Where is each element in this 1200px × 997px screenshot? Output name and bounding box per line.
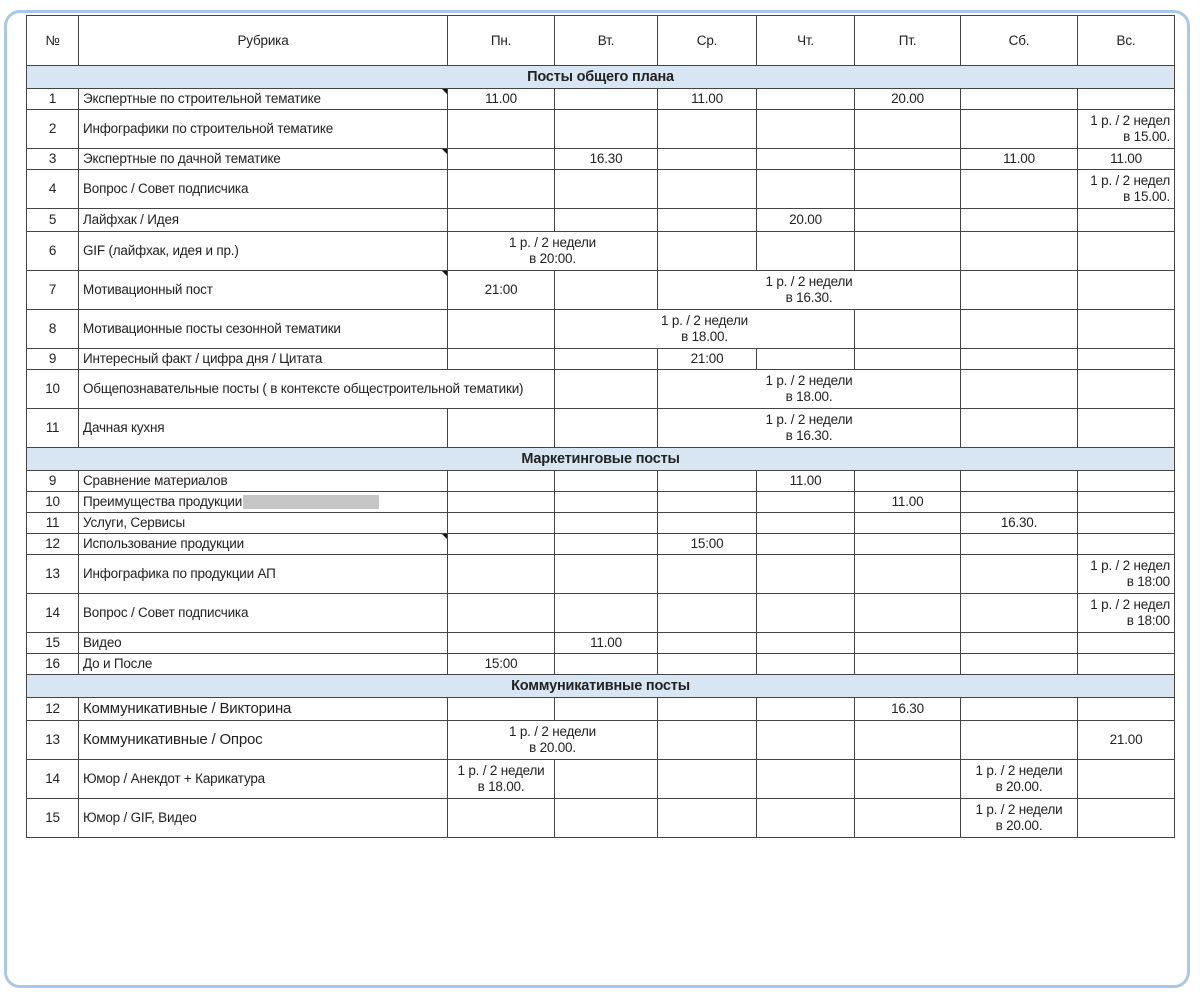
- cell-line: 1 р. / 2 недел: [1090, 113, 1170, 128]
- table-row: [27, 271, 1175, 310]
- cell-mon: [448, 149, 555, 170]
- row-rubric: Общепознавательные посты ( в контексте общестроительной тематики): [79, 370, 555, 409]
- cell-mon: [448, 170, 555, 209]
- cell-tue: [555, 654, 658, 675]
- cell-sat: [961, 654, 1078, 675]
- row-rubric: GIF (лайфхак, идея и пр.): [79, 232, 448, 271]
- cell-thu: [757, 555, 855, 594]
- cell-fri: [855, 471, 961, 492]
- row-number: 11: [27, 409, 79, 448]
- table-row: [27, 760, 1175, 799]
- cell-line: 1 р. / 2 недел: [1090, 597, 1170, 612]
- cell-wed: [658, 594, 757, 633]
- row-rubric: Инфографика по продукции АП: [79, 555, 448, 594]
- cell-fri: [855, 310, 961, 349]
- cell-line: 1 р. / 2 недели: [975, 802, 1063, 817]
- cell-sat: [961, 170, 1078, 209]
- cell-sun: 21.00: [1078, 721, 1175, 760]
- row-rubric: Вопрос / Совет подписчика: [79, 594, 448, 633]
- section-title: Коммуникативные посты: [27, 675, 1175, 698]
- cell-line: в 18.00.: [477, 779, 525, 794]
- row-number: 12: [27, 534, 79, 555]
- cell-tue: [555, 513, 658, 534]
- cell-tue: [555, 370, 658, 409]
- section-header-row: [27, 66, 1175, 89]
- cell-wed: [658, 760, 757, 799]
- table-row: [27, 594, 1175, 633]
- cell-sun: [1078, 513, 1175, 534]
- cell-line: в 16.30.: [785, 428, 833, 443]
- cell-line: 1 р. / 2 недели: [765, 274, 853, 289]
- cell-thu: [757, 349, 855, 370]
- cell-sun: [1078, 555, 1175, 594]
- cell-line: в 15.00.: [1123, 129, 1170, 144]
- cell-fri: [855, 534, 961, 555]
- cell-wed: 21:00: [658, 349, 757, 370]
- cell-sat: [961, 760, 1078, 799]
- cell-tue: [555, 409, 658, 448]
- row-number: 14: [27, 594, 79, 633]
- cell-sat: [961, 594, 1078, 633]
- cell-line: 1 р. / 2 недели: [765, 412, 853, 427]
- cell-tue: [555, 110, 658, 149]
- cell-thu: [757, 232, 855, 271]
- cell-line: 1 р. / 2 недел: [1090, 558, 1170, 573]
- cell-tue: [555, 594, 658, 633]
- cell-thu: [757, 149, 855, 170]
- cell-fri: [855, 110, 961, 149]
- cell-wed: [658, 492, 757, 513]
- cell-sat: [961, 110, 1078, 149]
- row-rubric: Экспертные по дачной тематике: [79, 149, 448, 170]
- cell-span: [658, 271, 961, 310]
- table-row: [27, 149, 1175, 170]
- row-rubric: Юмор / GIF, Видео: [79, 799, 448, 838]
- cell-mon: 21:00: [448, 271, 555, 310]
- cell-thu: [757, 594, 855, 633]
- cell-sat: [961, 633, 1078, 654]
- cell-line: в 20.00.: [995, 779, 1043, 794]
- cell-wed: [658, 209, 757, 232]
- cell-sat: [961, 471, 1078, 492]
- cell-tue: [555, 209, 658, 232]
- cell-line: 1 р. / 2 недели: [975, 763, 1063, 778]
- cell-wed: [658, 149, 757, 170]
- cell-sat: [961, 209, 1078, 232]
- cell-wed: [658, 698, 757, 721]
- cell-line: 1 р. / 2 недел: [1090, 173, 1170, 188]
- section-title: Посты общего плана: [27, 66, 1175, 89]
- cell-sat: [961, 232, 1078, 271]
- cell-fri: [855, 760, 961, 799]
- cell-mon: [448, 534, 555, 555]
- cell-fri: 16.30: [855, 698, 961, 721]
- table-row: [27, 170, 1175, 209]
- cell-tue: 16.30: [555, 149, 658, 170]
- header-no: №: [27, 16, 79, 66]
- cell-fri: [855, 799, 961, 838]
- section-header-row: [27, 675, 1175, 698]
- row-number: 9: [27, 471, 79, 492]
- cell-line: в 18:00: [1126, 613, 1170, 628]
- row-rubric: Видео: [79, 633, 448, 654]
- cell-span: [555, 310, 855, 349]
- cell-sun: [1078, 349, 1175, 370]
- row-number: 13: [27, 555, 79, 594]
- header-thu: Чт.: [757, 16, 855, 66]
- cell-tue: [555, 698, 658, 721]
- cell-wed: [658, 513, 757, 534]
- cell-sun: [1078, 89, 1175, 110]
- row-number: 4: [27, 170, 79, 209]
- section-header-row: [27, 448, 1175, 471]
- row-rubric: Экспертные по строительной тематике: [79, 89, 448, 110]
- table-row: [27, 799, 1175, 838]
- header-fri: Пт.: [855, 16, 961, 66]
- row-rubric: Мотивационный пост: [79, 271, 448, 310]
- cell-thu: [757, 110, 855, 149]
- table-row: [27, 110, 1175, 149]
- row-number: 5: [27, 209, 79, 232]
- row-number: 7: [27, 271, 79, 310]
- cell-mon: [448, 492, 555, 513]
- header-sat: Сб.: [961, 16, 1078, 66]
- cell-sat: [1078, 370, 1175, 409]
- schedule-table: [26, 15, 1175, 838]
- cell-wed: [658, 471, 757, 492]
- row-number: 3: [27, 149, 79, 170]
- comment-marker: [442, 271, 448, 277]
- header-tue: Вт.: [555, 16, 658, 66]
- cell-sun: [1078, 534, 1175, 555]
- cell-sat: [961, 721, 1078, 760]
- cell-mon: [448, 555, 555, 594]
- cell-sat: [961, 799, 1078, 838]
- cell-sat: [961, 271, 1078, 310]
- cell-thu: [757, 534, 855, 555]
- cell-fri: [855, 594, 961, 633]
- cell-tue: [555, 89, 658, 110]
- cell-fri: [855, 721, 961, 760]
- table-row: [27, 721, 1175, 760]
- table-row: [27, 471, 1175, 492]
- cell-thu: [757, 633, 855, 654]
- cell-mon: [448, 409, 555, 448]
- row-rubric: Коммуникативные / Викторина: [79, 698, 448, 721]
- row-number: 12: [27, 698, 79, 721]
- cell-line: в 15.00.: [1123, 189, 1170, 204]
- cell-wed: 15:00: [658, 534, 757, 555]
- row-number: 8: [27, 310, 79, 349]
- cell-sun: [1078, 492, 1175, 513]
- table-row: [27, 349, 1175, 370]
- row-number: 9: [27, 349, 79, 370]
- row-rubric: Интересный факт / цифра дня / Цитата: [79, 349, 448, 370]
- table-row: [27, 534, 1175, 555]
- cell-wed: [658, 232, 757, 271]
- row-number: 6: [27, 232, 79, 271]
- table-row: [27, 370, 1175, 409]
- cell-thu: [757, 513, 855, 534]
- cell-line: 1 р. / 2 недели: [508, 235, 597, 250]
- cell-fri: [855, 349, 961, 370]
- cell-mon: [448, 513, 555, 534]
- cell-fri: [855, 555, 961, 594]
- cell-line: в 18.00.: [785, 389, 833, 404]
- header-sun: Вс.: [1078, 16, 1175, 66]
- cell-mon: [448, 760, 555, 799]
- cell-span: [658, 409, 961, 448]
- header-row: [27, 16, 1175, 66]
- table-row: [27, 409, 1175, 448]
- cell-fri: 11.00: [855, 492, 961, 513]
- cell-tue: [555, 170, 658, 209]
- cell-tue: [555, 271, 658, 310]
- header-wed: Ср.: [658, 16, 757, 66]
- cell-mon: [448, 594, 555, 633]
- row-number: 14: [27, 760, 79, 799]
- row-number: 10: [27, 370, 79, 409]
- cell-mon: [448, 110, 555, 149]
- cell-span: [448, 721, 658, 760]
- cell-thu: [757, 760, 855, 799]
- cell-line: в 18.00.: [681, 329, 728, 344]
- row-rubric: Коммуникативные / Опрос: [79, 721, 448, 760]
- comment-marker: [442, 89, 448, 95]
- cell-mon: [448, 310, 555, 349]
- row-rubric: Сравнение материалов: [79, 471, 448, 492]
- cell-sun: [1078, 698, 1175, 721]
- cell-fri: [855, 513, 961, 534]
- cell-sun: [1078, 232, 1175, 271]
- cell-mon: [448, 471, 555, 492]
- redacted-block: [243, 495, 379, 509]
- cell-wed: [658, 555, 757, 594]
- cell-tue: 11.00: [555, 633, 658, 654]
- cell-mon: [448, 633, 555, 654]
- cell-line: 1 р. / 2 недели: [765, 373, 853, 388]
- cell-sat: [961, 409, 1078, 448]
- cell-sun: [1078, 760, 1175, 799]
- cell-tue: [555, 555, 658, 594]
- cell-line: 1 р. / 2 недели: [508, 724, 597, 739]
- table-row: [27, 513, 1175, 534]
- row-rubric: Услуги, Сервисы: [79, 513, 448, 534]
- cell-sun: [1078, 799, 1175, 838]
- cell-thu: [757, 492, 855, 513]
- cell-fri: [855, 633, 961, 654]
- cell-wed: [658, 654, 757, 675]
- cell-wed: 11.00: [658, 89, 757, 110]
- cell-sat: [961, 555, 1078, 594]
- cell-sat: [961, 310, 1078, 349]
- cell-sun: [1078, 310, 1175, 349]
- cell-line: в 20.00.: [995, 818, 1043, 833]
- cell-wed: [658, 799, 757, 838]
- cell-wed: [658, 110, 757, 149]
- cell-thu: [757, 654, 855, 675]
- cell-thu: [757, 89, 855, 110]
- row-rubric: Вопрос / Совет подписчика: [79, 170, 448, 209]
- cell-line: в 20:00.: [529, 251, 576, 266]
- cell-line: в 18:00: [1126, 574, 1170, 589]
- header-rubric: Рубрика: [79, 16, 448, 66]
- row-number: 15: [27, 633, 79, 654]
- cell-mon: [448, 799, 555, 838]
- cell-fri: [855, 232, 961, 271]
- table-row: [27, 310, 1175, 349]
- cell-line: в 16.30.: [785, 290, 833, 305]
- row-number: 2: [27, 110, 79, 149]
- section-title: Маркетинговые посты: [27, 448, 1175, 471]
- row-rubric: Преимущества продукции: [79, 492, 448, 513]
- cell-wed: [658, 721, 757, 760]
- comment-marker: [442, 534, 448, 540]
- cell-sat: [961, 349, 1078, 370]
- cell-thu: [757, 799, 855, 838]
- cell-tue: [555, 349, 658, 370]
- row-number: 11: [27, 513, 79, 534]
- row-number: 13: [27, 721, 79, 760]
- cell-thu: 20.00: [757, 209, 855, 232]
- cell-mon: [448, 209, 555, 232]
- row-number: 15: [27, 799, 79, 838]
- row-number: 10: [27, 492, 79, 513]
- cell-fri: [961, 370, 1078, 409]
- table-row: [27, 492, 1175, 513]
- cell-mon: [448, 349, 555, 370]
- cell-tue: [555, 799, 658, 838]
- cell-span: [448, 232, 658, 271]
- comment-marker: [442, 149, 448, 155]
- cell-line: 1 р. / 2 недели: [660, 313, 749, 328]
- cell-fri: 20.00: [855, 89, 961, 110]
- cell-tue: [555, 534, 658, 555]
- cell-wed: [658, 633, 757, 654]
- cell-thu: [757, 170, 855, 209]
- cell-tue: [555, 760, 658, 799]
- cell-line: в 20.00.: [529, 740, 576, 755]
- cell-wed: [658, 170, 757, 209]
- cell-thu: [757, 721, 855, 760]
- row-rubric: Мотивационные посты сезонной тематики: [79, 310, 448, 349]
- cell-sun: [1078, 409, 1175, 448]
- table-row: [27, 633, 1175, 654]
- row-rubric: Дачная кухня: [79, 409, 448, 448]
- cell-fri: [855, 654, 961, 675]
- table-row: [27, 654, 1175, 675]
- cell-thu: 11.00: [757, 471, 855, 492]
- table-row: [27, 89, 1175, 110]
- cell-thu: [757, 698, 855, 721]
- cell-sat: [961, 534, 1078, 555]
- cell-sun: [1078, 170, 1175, 209]
- cell-tue: [555, 471, 658, 492]
- cell-sun: [1078, 110, 1175, 149]
- row-number: 1: [27, 89, 79, 110]
- cell-sun: [1078, 594, 1175, 633]
- cell-sat: 16.30.: [961, 513, 1078, 534]
- table-row: [27, 209, 1175, 232]
- table-row: [27, 232, 1175, 271]
- cell-sun: [1078, 471, 1175, 492]
- cell-sun: [1078, 654, 1175, 675]
- cell-mon: 11.00: [448, 89, 555, 110]
- cell-sun: [1078, 633, 1175, 654]
- cell-sun: [1078, 209, 1175, 232]
- cell-sun: [1078, 271, 1175, 310]
- cell-line: 1 р. / 2 недели: [457, 763, 545, 778]
- row-rubric: Лайфхак / Идея: [79, 209, 448, 232]
- row-rubric: До и После: [79, 654, 448, 675]
- table-row: [27, 555, 1175, 594]
- cell-mon: [448, 698, 555, 721]
- cell-tue: [555, 492, 658, 513]
- row-rubric: Инфографики по строительной тематике: [79, 110, 448, 149]
- cell-sat: [961, 492, 1078, 513]
- row-number: 16: [27, 654, 79, 675]
- table-row: [27, 698, 1175, 721]
- cell-sat: 11.00: [961, 149, 1078, 170]
- cell-mon: 15:00: [448, 654, 555, 675]
- cell-sat: [961, 89, 1078, 110]
- cell-fri: [855, 170, 961, 209]
- row-rubric: Использование продукции: [79, 534, 448, 555]
- cell-span: [658, 370, 961, 409]
- cell-fri: [855, 149, 961, 170]
- cell-sun: 11.00: [1078, 149, 1175, 170]
- cell-sat: [961, 698, 1078, 721]
- header-mon: Пн.: [448, 16, 555, 66]
- cell-fri: [855, 209, 961, 232]
- row-rubric: Юмор / Анекдот + Карикатура: [79, 760, 448, 799]
